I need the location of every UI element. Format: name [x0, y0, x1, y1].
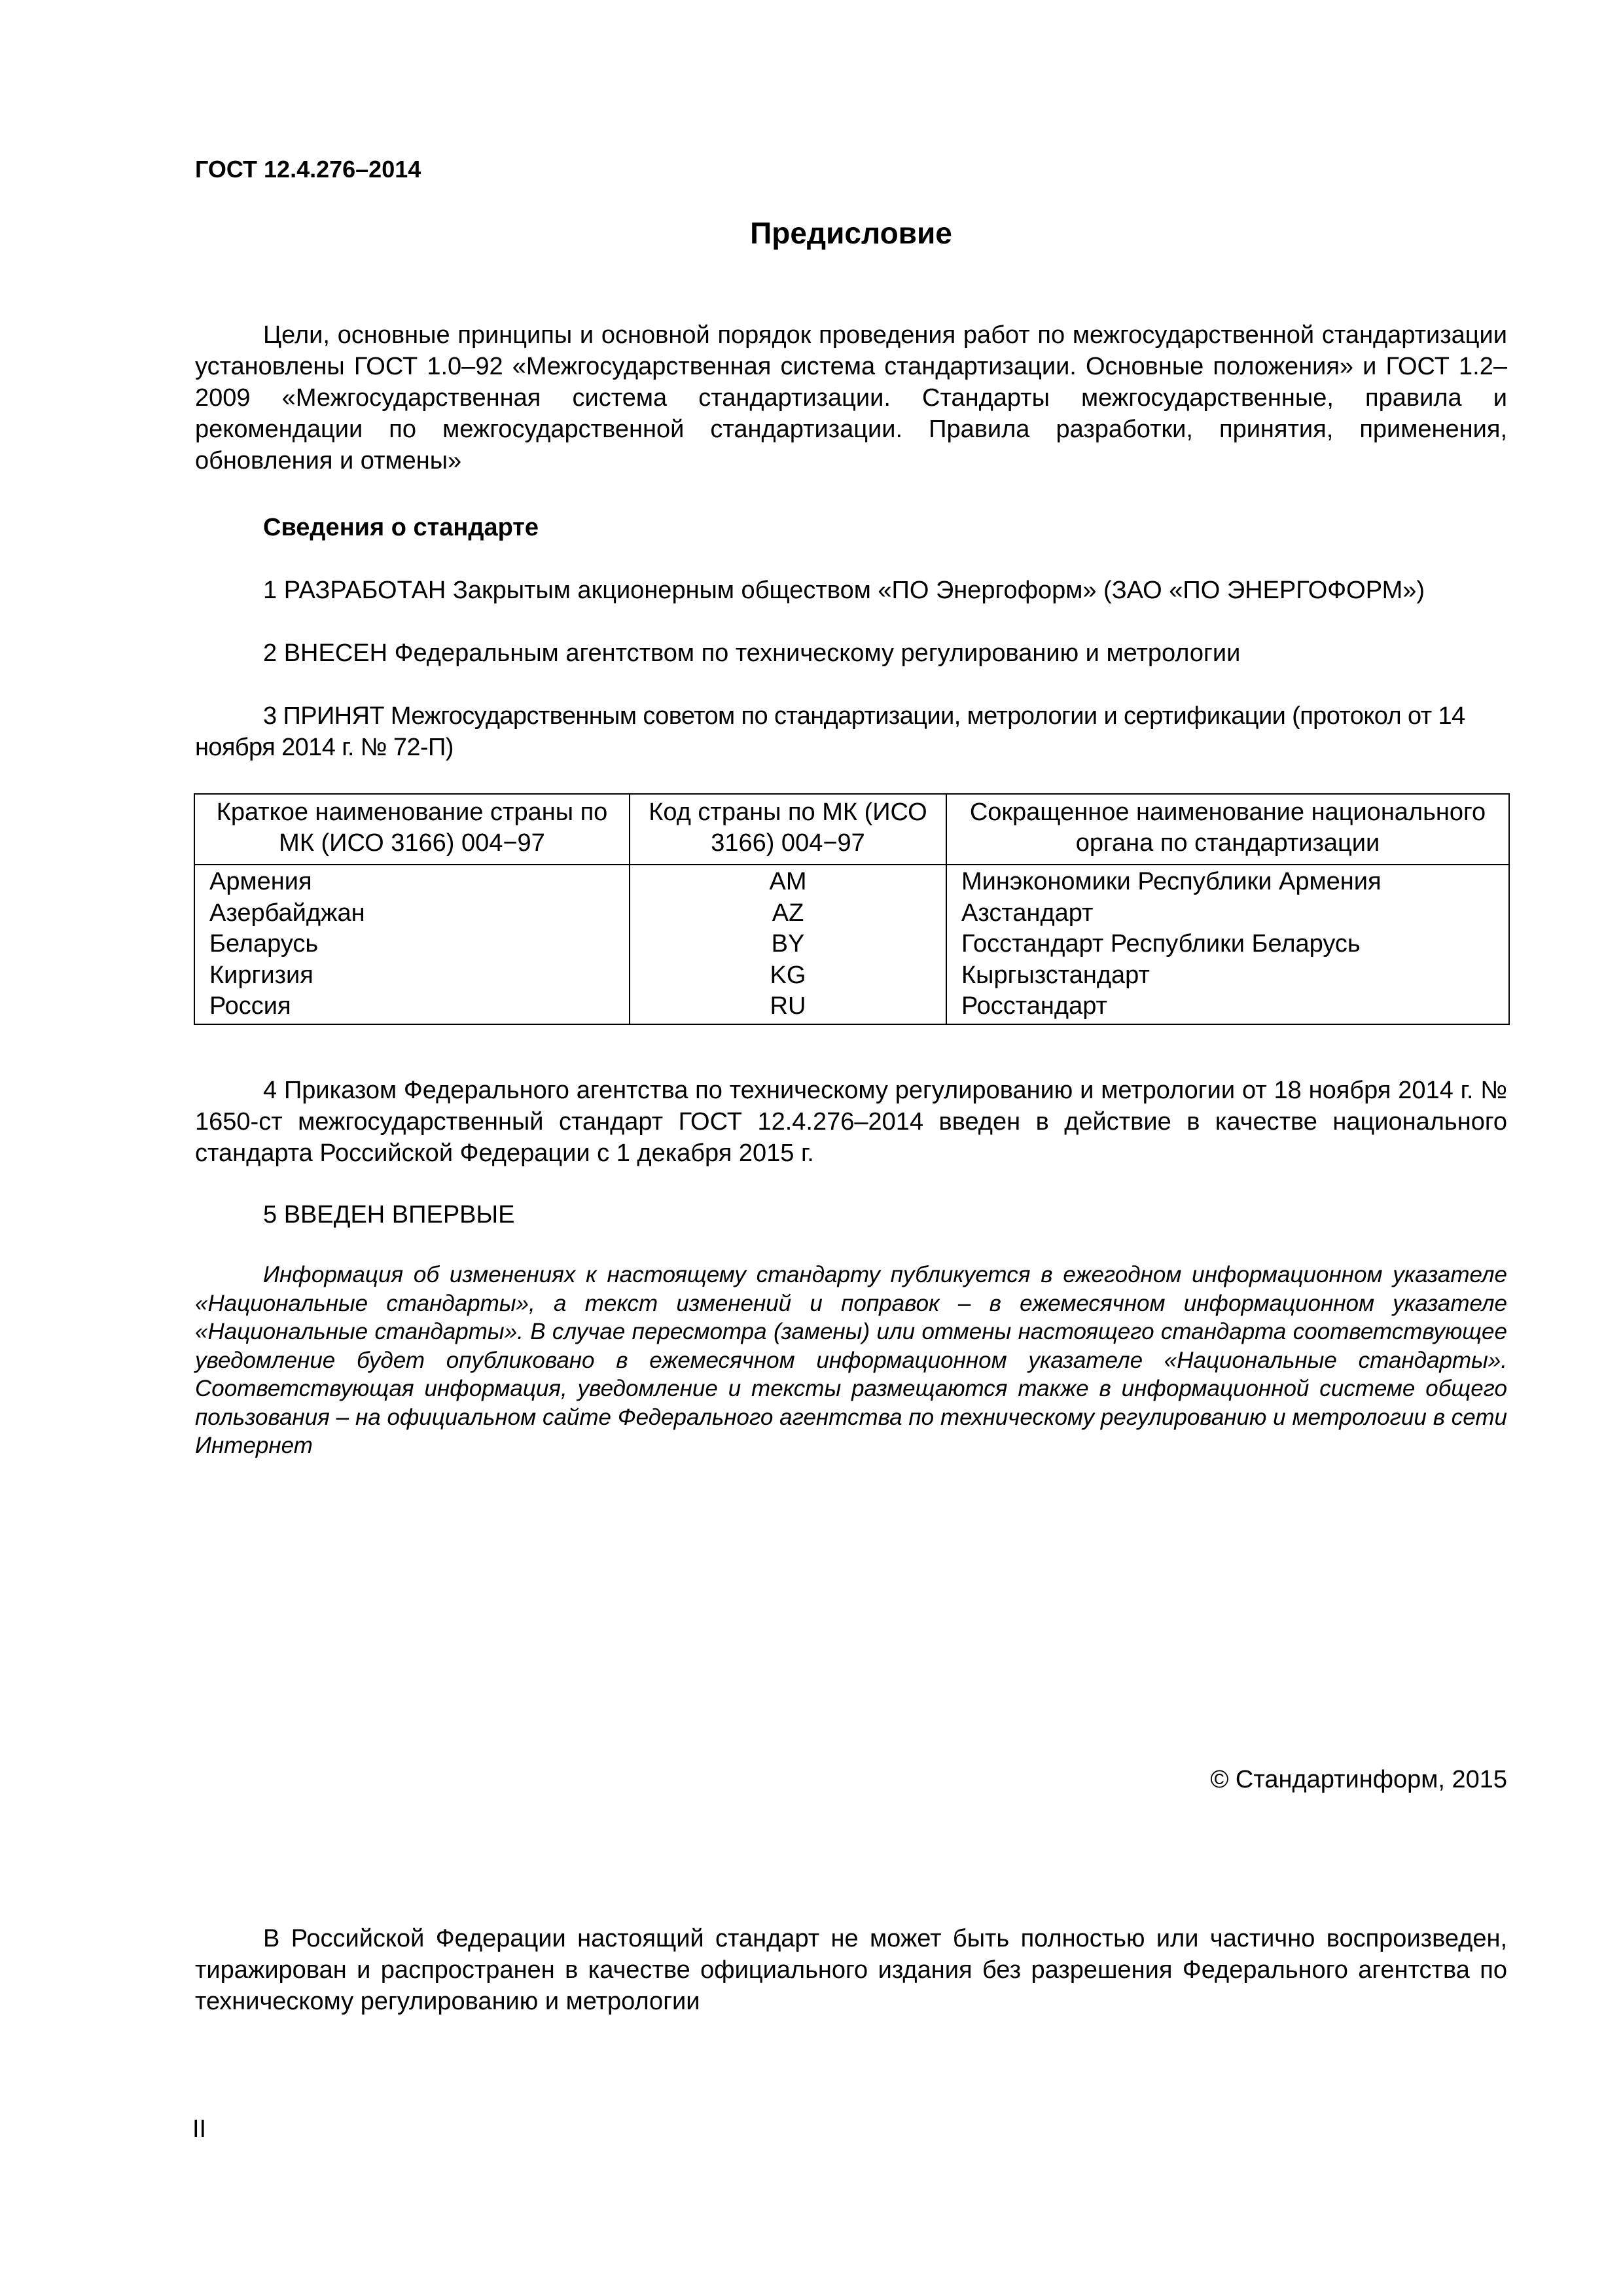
- page-title: Предисловие: [750, 216, 952, 250]
- cell-country: Армения: [194, 865, 630, 898]
- cell-body: Кыргызстандарт: [946, 960, 1509, 992]
- cell-body: Азстандарт: [946, 898, 1509, 929]
- info-note: Информация об изменениях к настоящему стандарту публикуется в ежегодном информационном указателе «Национальные стандарты», а текст изменений и поправок – в ежемесячном информационном указателе «Национальные стандарты». В случае пересмотра (замены) или отмены настоящего стандарта соответствующее уведомление будет опубликовано в ежемесячном информационном указателе «Национальные стандарты». Соответствующая информация, уведомление и тексты размещаются также в информационной системе общего пользования – на официальном сайте Федерального агентства по техническому регулированию и метрологии в сети Интернет: [195, 1262, 1507, 1458]
- table-header-row: [194, 794, 1509, 865]
- cell-code: BY: [630, 929, 946, 960]
- item-order: 4 Приказом Федерального агентства по техническому регулированию и метрологии от 18 ноября 2014 г. № 1650-ст межгосударственный стандарт ГОСТ 12.4.276–2014 введен в действие в качестве национального стандарта Российской Федерации с 1 декабря 2015 г.: [195, 1077, 1507, 1167]
- item-adopted: 3 ПРИНЯТ Межгосударственным советом по стандартизации, метрологии и сертификации (протокол от 14 ноября 2014 г. № 72-П): [195, 702, 1465, 761]
- intro-paragraph: Цели, основные принципы и основной порядок проведения работ по межгосударственной стандартизации установлены ГОСТ 1.0–92 «Межгосударственная система стандартизации. Основные положения» и ГОСТ 1.2–2009 «Межгосударственная система стандартизации. Стандарты межгосударственные, правила и рекомендации по межгосударственной стандартизации. Правила разработки, принятия, применения, обновления и отмены»: [195, 321, 1507, 475]
- cell-code: AM: [630, 865, 946, 898]
- cell-body: Госстандарт Республики Беларусь: [946, 929, 1509, 960]
- cell-country: Беларусь: [194, 929, 630, 960]
- cell-body: Минэкономики Республики Армения: [946, 865, 1509, 898]
- cell-country: Россия: [194, 991, 630, 1024]
- table-row: [194, 929, 1509, 960]
- item-developed: 1 РАЗРАБОТАН Закрытым акционерным обществом «ПО Энергоформ» (ЗАО «ПО ЭНЕРГОФОРМ»): [263, 577, 1425, 604]
- countries-table: [194, 793, 1510, 1025]
- cell-body: Росстандарт: [946, 991, 1509, 1024]
- cell-country: Киргизия: [194, 960, 630, 992]
- header-country-code: Код страны по МК (ИСО 3166) 004−97: [630, 794, 946, 865]
- copyright: © Стандартинформ, 2015: [1210, 1766, 1507, 1793]
- table-row: [194, 898, 1509, 929]
- cell-code: KG: [630, 960, 946, 992]
- item-first-introduced: 5 ВВЕДЕН ВПЕРВЫЕ: [263, 1201, 515, 1229]
- item-introduced: 2 ВНЕСЕН Федеральным агентством по техническому регулированию и метрологии: [263, 639, 1241, 667]
- cell-code: RU: [630, 991, 946, 1024]
- cell-country: Азербайджан: [194, 898, 630, 929]
- table-row: [194, 991, 1509, 1024]
- header-country-name: Краткое наименование страны по МК (ИСО 3166) 004−97: [194, 794, 630, 865]
- reproduction-notice: В Российской Федерации настоящий стандарт не может быть полностью или частично воспроизведен, тиражирован и распространен в качестве официального издания без разрешения Федерального агентства по техническому регулированию и метрологии: [195, 1925, 1507, 2015]
- page-number: II: [192, 2115, 207, 2143]
- document-code: ГОСТ 12.4.276–2014: [195, 156, 421, 183]
- cell-code: AZ: [630, 898, 946, 929]
- table-row: [194, 960, 1509, 992]
- header-national-body: Сокращенное наименование национального органа по стандартизации: [946, 794, 1509, 865]
- about-heading: Сведения о стандарте: [263, 514, 539, 541]
- table-row: [194, 865, 1509, 898]
